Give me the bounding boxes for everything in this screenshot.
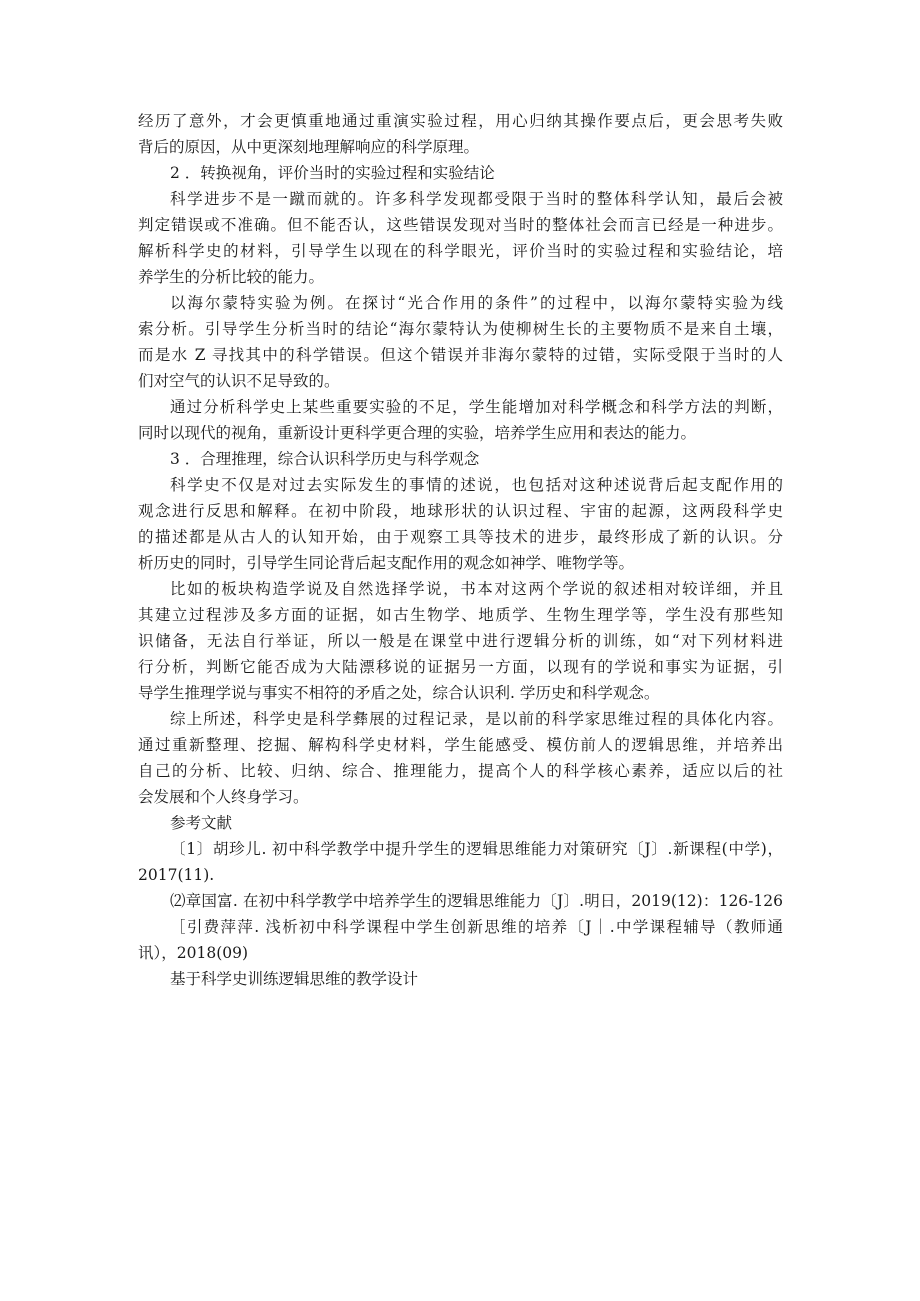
text-line: 经历了意外，才会更慎重地通过重演实验过程，用心归纳其操作要点后，更会思考失败 [138, 112, 783, 130]
text-line: 通过重新整理、挖掘、解构科学史材料，学生能感受、模仿前人的逻辑思维，并培养出 [138, 736, 783, 754]
text-line: 行分析，判断它能否成为大陆漂移说的证据另一方面，以现有的学说和事实为证据，引 [138, 658, 783, 676]
text-line: 判定错误或不准确。但不能否认，这些错误发现对当时的整体社会而言已经是一种进步。 [138, 216, 783, 234]
text-line: 3 ．合理推理，综合认识科学历史与科学观念 [170, 450, 480, 468]
text-line: 2 ．转换视角，评价当时的实验过程和实验结论 [170, 164, 495, 182]
text-line: 基于科学史训练逻辑思维的教学设计 [170, 970, 419, 988]
text-line: 参考文献 [170, 814, 233, 832]
text-line: 索分析。引导学生分析当时的结论“海尔蒙特认为使柳树生长的主要物质不是来自土壤， [138, 320, 783, 338]
document-body [138, 108, 783, 992]
text-line: 自己的分析、比较、归纳、综合、推理能力，提高个人的科学核心素养，适应以后的社 [138, 762, 783, 780]
text-line: 导学生推理学说与事实不相符的矛盾之处，综合认识利. 学历史和科学观念。 [138, 684, 660, 702]
text-line: 综上所述，科学史是科学彝展的过程记录，是以前的科学家思维过程的具体化内容。 [170, 710, 783, 728]
text-line: ⑵章国富. 在初中科学教学中培养学生的逻辑思维能力〔J〕.明日，2019(12)：126-126 [170, 892, 783, 910]
text-line: 2017(11). [138, 866, 215, 884]
text-line: 科学史不仅是对过去实际发生的事情的述说，也包括对这种述说背后起支配作用的 [170, 476, 783, 494]
text-line: 会发展和个人终身学习。 [138, 788, 309, 806]
text-line: 解析科学史的材料，引导学生以现在的科学眼光，评价当时的实验过程和实验结论，培 [138, 242, 783, 260]
text-line: 其建立过程涉及多方面的证据，如古生物学、地质学、生物生理学等，学生没有那些知 [138, 606, 783, 624]
text-line: 以海尔蒙特实验为例。在探讨“光合作用的条件”的过程中，以海尔蒙特实验为线 [170, 294, 783, 312]
text-line: 讯），2018(09) [138, 944, 249, 962]
text-line: 科学进步不是一蹴而就的。许多科学发现都受限于当时的整体科学认知，最后会被 [170, 190, 783, 208]
text-line: 背后的原因，从中更深刻地理解响应的科学原理。 [138, 138, 480, 156]
text-line: 同时以现代的视角，重新设计更科学更合理的实验，培养学生应用和表达的能力。 [138, 424, 697, 442]
text-line: 识储备，无法自行举证，所以一般是在课堂中进行逻辑分析的训练，如“对下列材料进 [138, 632, 783, 650]
text-line: 析历史的同时，引导学生同论背后起支配作用的观念如神学、唯物学等。 [138, 554, 635, 572]
text-line: 观念进行反思和解释。在初中阶段，地球形状的认识过程、宇宙的起源，这两段科学史 [138, 502, 783, 520]
text-line: 的描述都是从古人的认知开始，由于观察工具等技术的进步，最终形成了新的认识。分 [138, 528, 783, 546]
text-line: 通过分析科学史上某些重要实验的不足，学生能增加对科学概念和科学方法的判断， [170, 398, 783, 416]
text-line: 们对空气的认识不足导致的。 [138, 372, 340, 390]
text-line: ［引费萍萍. 浅析初中科学课程中学生创新思维的培养〔J｜.中学课程辅导（教师通 [170, 918, 783, 936]
text-line: 比如的板块构造学说及自然选择学说，书本对这两个学说的叙述相对较详细，并且 [170, 580, 783, 598]
text-line: 而是水 Z 寻找其中的科学错误。但这个错误并非海尔蒙特的过错，实际受限于当时的人 [138, 346, 783, 364]
text-line: 养学生的分析比较的能力。 [138, 268, 325, 286]
text-line: 〔1〕胡珍儿. 初中科学教学中提升学生的逻辑思维能力对策研究〔J〕.新课程(中学)， [170, 840, 783, 858]
